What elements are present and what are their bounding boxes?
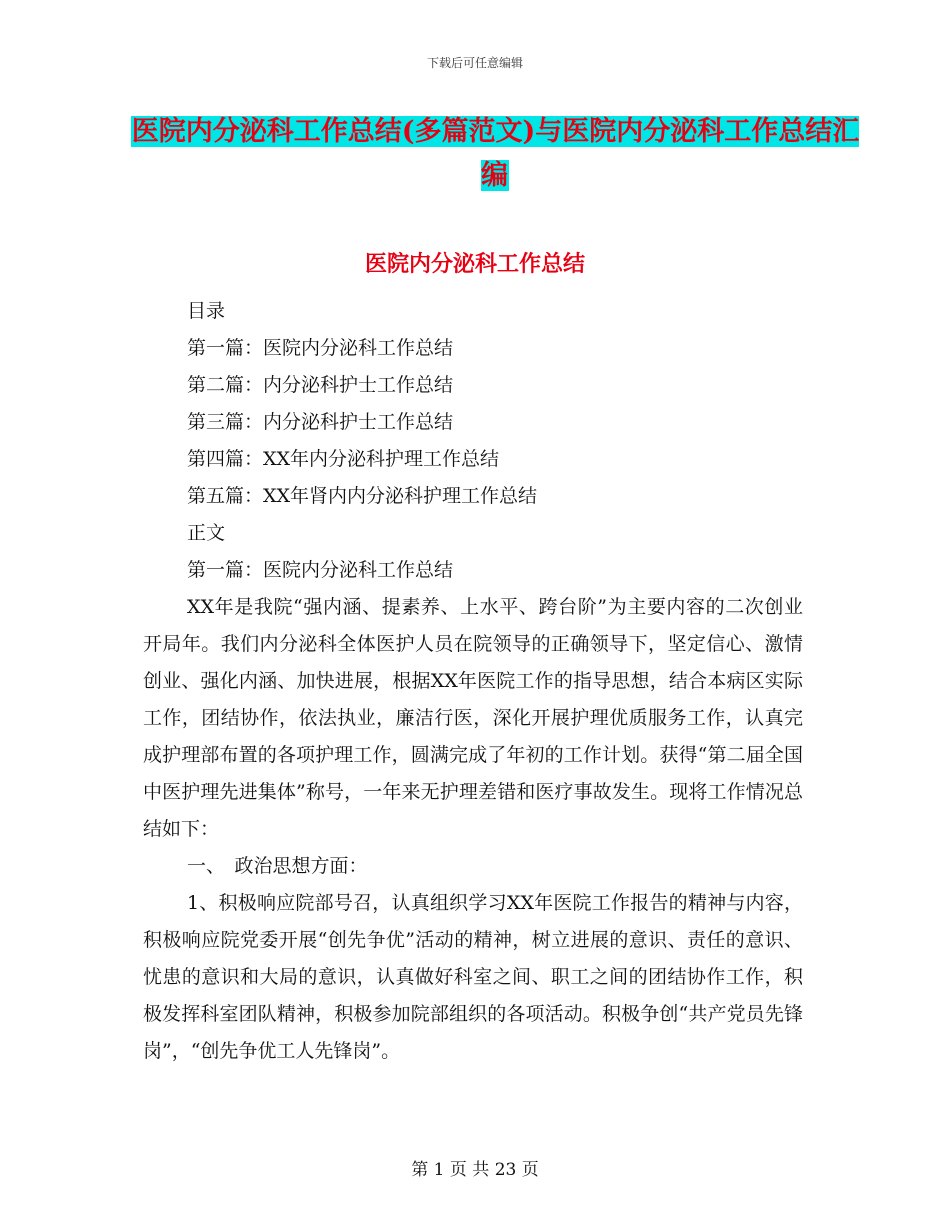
document-title-text: 医院内分泌科工作总结(多篇范文)与医院内分泌科工作总结汇编 — [131, 116, 860, 191]
document-title — [130, 110, 860, 198]
page-number: 第 1 页 共 23 页 — [411, 1160, 539, 1180]
header-note: 下载后可任意编辑 — [426, 56, 523, 70]
body-heading: 正文 — [187, 522, 226, 544]
toc-item: 第一篇：医院内分泌科工作总结 — [187, 337, 454, 359]
paragraph-intro: XX年是我院“强内涵、提素养、上水平、跨台阶”为主要内容的二次创业开局年。我们内分泌科全体医护人员在院领导的正确领导下，坚定信心、激情创业、强化内涵、加快进展，根据XX年医院工作的指导思想，结合本病区实际工作，团结协作，依法执业，廉洁行医，深化开展护理优质服务工作，认真完成护理部布置的各项护理工作，圆满完成了年初的工作计划。获得“第二届全国中医护理先进集体”称号，一年来无护理差错和医疗事故发生。现将工作情况总结如下： — [143, 596, 803, 840]
toc-item: 第五篇：XX年肾内内分泌科护理工作总结 — [187, 485, 538, 507]
toc-item: 第二篇：内分泌科护士工作总结 — [187, 374, 454, 396]
section-heading-politics: 一、 政治思想方面： — [187, 855, 368, 877]
toc-item: 第四篇：XX年内分泌科护理工作总结 — [187, 448, 500, 470]
toc-item: 第三篇：内分泌科护士工作总结 — [187, 411, 454, 433]
toc-heading: 目录 — [187, 300, 226, 322]
document-subtitle: 医院内分泌科工作总结 — [364, 251, 585, 277]
first-section-heading: 第一篇：医院内分泌科工作总结 — [187, 559, 454, 581]
paragraph-politics: 1、积极响应院部号召，认真组织学习XX年医院工作报告的精神与内容，积极响应院党委开展“创先争优”活动的精神，树立进展的意识、责任的意识、忧患的意识和大局的意识，认真做好科室之间、职工之间的团结协作工作，积极发挥科室团队精神，积极参加院部组织的各项活动。积极争创“共产党员先锋岗”，“创先争优工人先锋岗”。 — [143, 892, 803, 1062]
document-body — [143, 293, 803, 1070]
